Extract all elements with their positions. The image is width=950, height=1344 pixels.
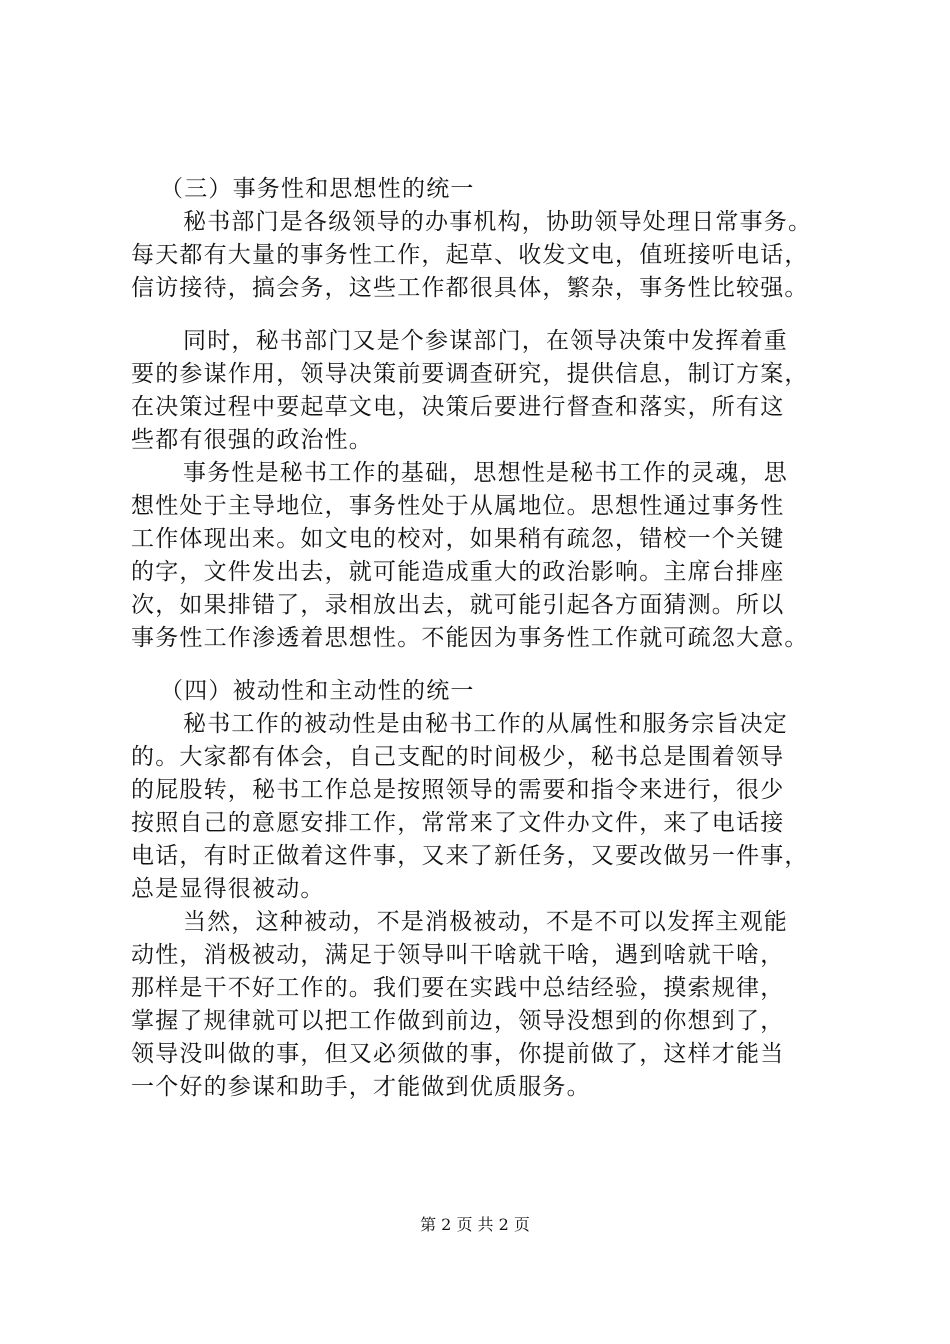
page-footer: 第 2 页 共 2 页	[420, 1215, 530, 1234]
paragraph-line: 同时，秘书部门又是个参谋部门，在领导决策中发挥着重	[183, 328, 788, 354]
heading-section-3: （三）事务性和思想性的统一	[160, 176, 475, 202]
paragraph-line: 的字，文件发出去，就可能造成重大的政治影响。主席台排座	[131, 559, 785, 585]
paragraph-line: 工作体现出来。如文电的校对，如果稍有疏忽，错校一个关键	[131, 526, 785, 552]
paragraph-line: 当然，这种被动，不是消极被动，不是不可以发挥主观能	[183, 909, 788, 935]
paragraph-line: 领导没叫做的事，但又必须做的事，你提前做了，这样才能当	[131, 1041, 785, 1067]
paragraph-line: 次，如果排错了，录相放出去，就可能引起各方面猜测。所以	[131, 592, 785, 618]
paragraph-line: 事务性是秘书工作的基础，思想性是秘书工作的灵魂，思	[183, 460, 788, 486]
paragraph-line: 掌握了规律就可以把工作做到前边，领导没想到的你想到了，	[131, 1008, 785, 1034]
paragraph-line: 秘书工作的被动性是由秘书工作的从属性和服务宗旨决定	[183, 711, 788, 737]
paragraph-line: 事务性工作渗透着思想性。不能因为事务性工作就可疏忽大意。	[131, 625, 809, 651]
paragraph-line: 总是显得很被动。	[131, 876, 325, 902]
paragraph-line: 在决策过程中要起草文电，决策后要进行督查和落实，所有这	[131, 394, 785, 420]
paragraph-line: 秘书部门是各级领导的办事机构，协助领导处理日常事务。	[183, 209, 813, 235]
paragraph-line: 要的参谋作用，领导决策前要调查研究，提供信息，制订方案，	[131, 361, 809, 387]
paragraph-line: 想性处于主导地位，事务性处于从属地位。思想性通过事务性	[131, 493, 785, 519]
paragraph-line: 信访接待，搞会务，这些工作都很具体，繁杂，事务性比较强。	[131, 275, 809, 301]
paragraph-line: 动性，消极被动，满足于领导叫干啥就干啥，遇到啥就干啥，	[131, 942, 785, 968]
paragraph-line: 每天都有大量的事务性工作，起草、收发文电，值班接听电话，	[131, 242, 809, 268]
heading-section-4: （四）被动性和主动性的统一	[160, 678, 475, 704]
paragraph-line: 的。大家都有体会，自己支配的时间极少，秘书总是围着领导	[131, 744, 785, 770]
paragraph-line: 电话，有时正做着这件事，又来了新任务，又要改做另一件事，	[131, 843, 809, 869]
paragraph-line: 些都有很强的政治性。	[131, 427, 373, 453]
paragraph-line: 的屁股转，秘书工作总是按照领导的需要和指令来进行，很少	[131, 777, 785, 803]
paragraph-line: 那样是干不好工作的。我们要在实践中总结经验，摸索规律，	[131, 975, 785, 1001]
paragraph-line: 按照自己的意愿安排工作，常常来了文件办文件，来了电话接	[131, 810, 785, 836]
paragraph-line: 一个好的参谋和助手，才能做到优质服务。	[131, 1074, 591, 1100]
